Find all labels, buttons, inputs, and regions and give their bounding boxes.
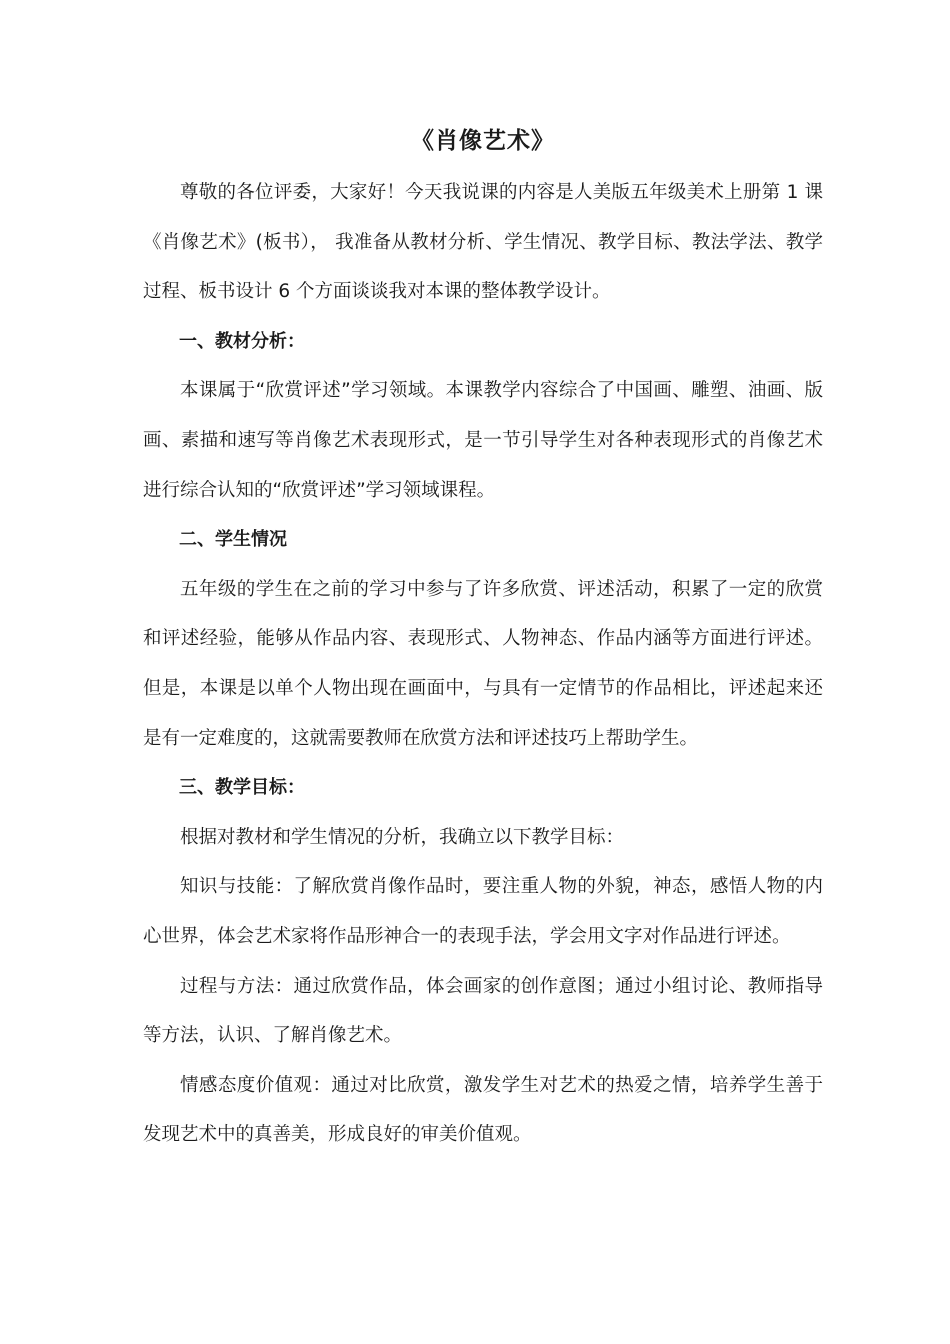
section-paragraph: 五年级的学生在之前的学习中参与了许多欣赏、评述活动，积累了一定的欣赏和评述经验，能够从作品内容、表现形式、人物神态、作品内涵等方面进行评述。但是，本课是以单个人物出现在画面中，与具有一定情节的作品相比，评述起来还是有一定难度的，这就需要教师在欣赏方法和评述技巧上帮助学生。: [143, 578, 823, 749]
document-title: 《肖像艺术》: [411, 128, 555, 154]
section-paragraph: 知识与技能：了解欣赏肖像作品时，要注重人物的外貌，神态，感悟人物的内心世界，体会艺术家将作品形神合一的表现手法，学会用文字对作品进行评述。: [143, 876, 823, 947]
section-paragraph: 根据对教材和学生情况的分析，我确立以下教学目标：: [180, 826, 625, 848]
section-heading-student-situation: 二、学生情况: [179, 529, 287, 551]
section-heading-teaching-goals: 三、教学目标：: [179, 777, 305, 799]
section-paragraph: 本课属于“欣赏评述”学习领域。本课教学内容综合了中国画、雕塑、油画、版画、素描和速写等肖像艺术表现形式，是一节引导学生对各种表现形式的肖像艺术进行综合认知的“欣赏评述”学习领域课程。: [143, 380, 823, 501]
document-body: [143, 118, 823, 1160]
intro-paragraph: 尊敬的各位评委，大家好！今天我说课的内容是人美版五年级美术上册第 1 课《肖像艺术》(板书）， 我准备从教材分析、学生情况、教学目标、教法学法、教学过程、板书设计 6 个方面谈谈我对本课的整体教学设计。: [143, 182, 823, 303]
section-paragraph: 情感态度价值观：通过对比欣赏，激发学生对艺术的热爱之情，培养学生善于发现艺术中的真善美，形成良好的审美价值观。: [143, 1074, 823, 1146]
section-heading-textbook-analysis: 一、教材分析：: [179, 330, 305, 352]
section-paragraph: 过程与方法：通过欣赏作品，体会画家的创作意图；通过小组讨论、教师指导等方法，认识、了解肖像艺术。: [143, 975, 823, 1047]
